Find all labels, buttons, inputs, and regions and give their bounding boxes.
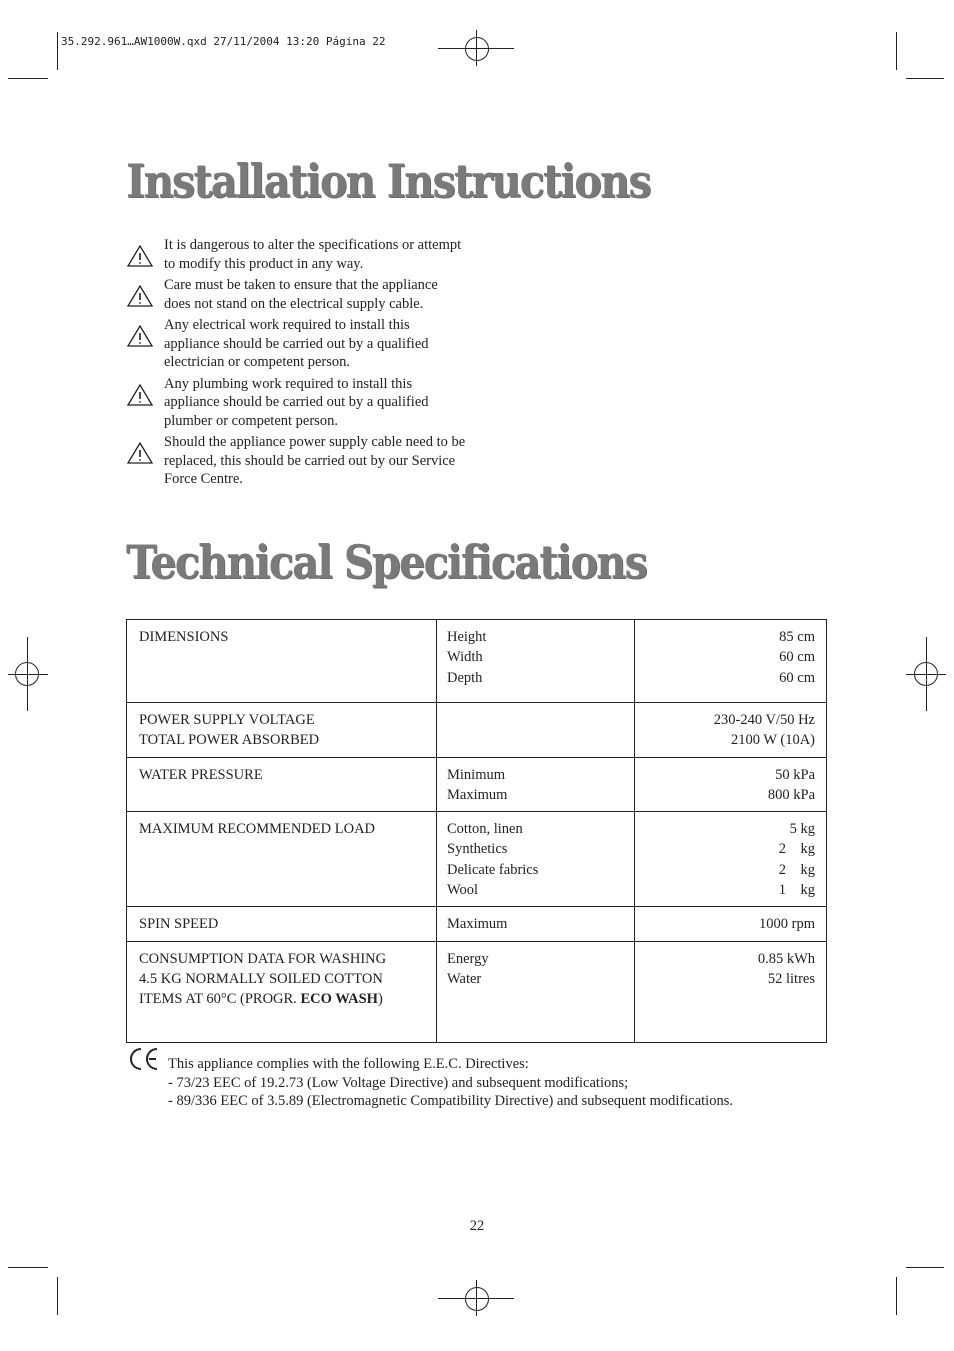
compliance-item: - 89/336 EEC of 3.5.89 (Electromagnetic Compatibility Directive) and subsequent modifications. — [168, 1093, 733, 1109]
warning-item — [126, 433, 466, 489]
spec-value: 85 cm — [779, 629, 815, 645]
warning-triangle-icon — [126, 383, 154, 407]
compliance-item: - 73/23 EEC of 19.2.73 (Low Voltage Directive) and subsequent modifications; — [168, 1074, 629, 1091]
warning-item — [126, 236, 466, 273]
spec-value: 52 litres — [767, 970, 815, 987]
spec-value: 60 cm — [779, 649, 815, 666]
spec-value: 2 kg — [778, 841, 815, 858]
warning-triangle-icon — [126, 244, 154, 268]
spec-label — [139, 989, 436, 1009]
spec-row — [127, 812, 827, 907]
technical-heading: Technical Specifications — [126, 535, 647, 589]
spec-value: 50 kPa — [775, 766, 815, 783]
spec-param: Wool — [447, 882, 479, 899]
spec-value: 2 kg — [778, 861, 815, 878]
registration-mark — [465, 37, 489, 61]
spec-value: 60 cm — [779, 669, 815, 686]
crop-mark — [896, 1277, 897, 1315]
spec-value-cell — [635, 620, 827, 703]
warning-triangle-icon — [126, 284, 154, 308]
spec-param-cell — [437, 757, 635, 812]
crop-mark — [906, 78, 944, 79]
spec-param: Height — [447, 629, 487, 645]
spec-value-cell — [635, 757, 827, 812]
spec-param: Synthetics — [447, 841, 508, 858]
crop-mark — [8, 78, 48, 79]
spec-label-text: DIMENSIONS — [139, 629, 229, 645]
spec-value: 1000 rpm — [759, 916, 815, 933]
spec-label-cell — [127, 703, 437, 758]
spec-row — [127, 757, 827, 812]
spec-label-text: 4.5 KG NORMALLY SOILED COTTON — [139, 970, 383, 987]
warning-text: Any electrical work required to install this appliance should be carried out by a qualified electrician or competent person. — [164, 317, 429, 370]
spec-label — [139, 765, 436, 785]
spec-param: Delicate fabrics — [447, 861, 539, 878]
spec-row — [127, 941, 827, 1042]
crop-mark — [906, 1267, 944, 1268]
spec-param: Maximum — [447, 916, 508, 933]
spec-label-cell — [127, 941, 437, 1042]
warning-text: It is dangerous to alter the specifications or attempt to modify this product in any way. — [164, 237, 462, 272]
ce-mark-icon — [128, 1046, 160, 1072]
warning-triangle-icon — [126, 441, 154, 465]
spec-value: 230-240 V/50 Hz — [713, 712, 815, 728]
warning-item — [126, 316, 466, 372]
spec-label — [139, 914, 436, 934]
spec-label — [139, 949, 436, 969]
warning-item — [126, 276, 466, 313]
spec-label — [139, 819, 436, 839]
spec-label-text: ) — [377, 991, 383, 1008]
installation-heading: Installation Instructions — [126, 154, 650, 208]
page-number: 22 — [469, 1218, 485, 1234]
spec-param: Minimum — [447, 766, 506, 783]
spec-value-cell — [635, 703, 827, 758]
spec-label-cell — [127, 757, 437, 812]
warning-text: Any plumbing work required to install this appliance should be carried out by a qualified plumber or competent person. — [164, 375, 429, 429]
spec-label — [139, 710, 436, 730]
spec-label-text: ITEMS AT 60°C (PROGR. — [139, 991, 301, 1008]
spec-param: Maximum — [447, 786, 508, 803]
program-name: ECO WASH — [300, 991, 378, 1008]
spec-param: Water — [447, 970, 482, 987]
spec-value-cell — [635, 907, 827, 941]
compliance-intro: This appliance complies with the following E.E.C. Directives: — [168, 1056, 529, 1072]
spec-value: 800 kPa — [767, 786, 815, 803]
spec-param: Width — [447, 649, 483, 666]
spec-param: Cotton, linen — [447, 821, 523, 838]
file-header: 35.292.961…AW1000W.qxd 27/11/2004 13:20 Página 22 — [61, 35, 386, 48]
spec-label-cell — [127, 907, 437, 941]
spec-param-cell — [437, 620, 635, 703]
spec-label-text: POWER SUPPLY VOLTAGE — [139, 712, 315, 728]
spec-label — [139, 627, 436, 647]
spec-row — [127, 620, 827, 703]
crop-mark — [896, 32, 897, 70]
warning-list — [126, 236, 466, 492]
crop-mark — [57, 32, 58, 70]
spec-label-text: TOTAL POWER ABSORBED — [139, 732, 320, 749]
spec-param-cell — [437, 703, 635, 758]
spec-label-text: MAXIMUM RECOMMENDED LOAD — [139, 821, 376, 838]
spec-label — [139, 969, 436, 989]
spec-row — [127, 907, 827, 941]
spec-param: Energy — [447, 950, 489, 967]
spec-row — [127, 703, 827, 758]
spec-label — [139, 730, 436, 750]
crop-mark — [57, 1277, 58, 1315]
spec-label-text: CONSUMPTION DATA FOR WASHING — [139, 950, 387, 967]
spec-param-cell — [437, 907, 635, 941]
spec-label-text: WATER PRESSURE — [139, 766, 263, 783]
spec-table — [126, 619, 827, 1043]
spec-value: 1 kg — [778, 882, 815, 899]
registration-mark — [914, 662, 938, 686]
spec-param-cell — [437, 941, 635, 1042]
warning-item — [126, 375, 466, 431]
spec-value: 0.85 kWh — [757, 950, 815, 967]
spec-value: 5 kg — [789, 821, 815, 838]
spec-label-text: SPIN SPEED — [139, 916, 219, 933]
crop-mark — [8, 1267, 48, 1268]
spec-value-cell — [635, 812, 827, 907]
spec-label-cell — [127, 620, 437, 703]
warning-text: Should the appliance power supply cable need to be replaced, this should be carried out by our Service Force Centre. — [164, 434, 466, 487]
registration-mark — [15, 662, 39, 686]
spec-value-cell — [635, 941, 827, 1042]
spec-label-cell — [127, 812, 437, 907]
warning-triangle-icon — [126, 324, 154, 348]
spec-value: 2100 W (10A) — [730, 732, 815, 749]
registration-mark — [465, 1287, 489, 1311]
spec-param: Depth — [447, 669, 483, 686]
warning-text: Care must be taken to ensure that the appliance does not stand on the electrical supply cable. — [164, 277, 438, 312]
compliance-block — [128, 1046, 733, 1111]
spec-param-cell — [437, 812, 635, 907]
